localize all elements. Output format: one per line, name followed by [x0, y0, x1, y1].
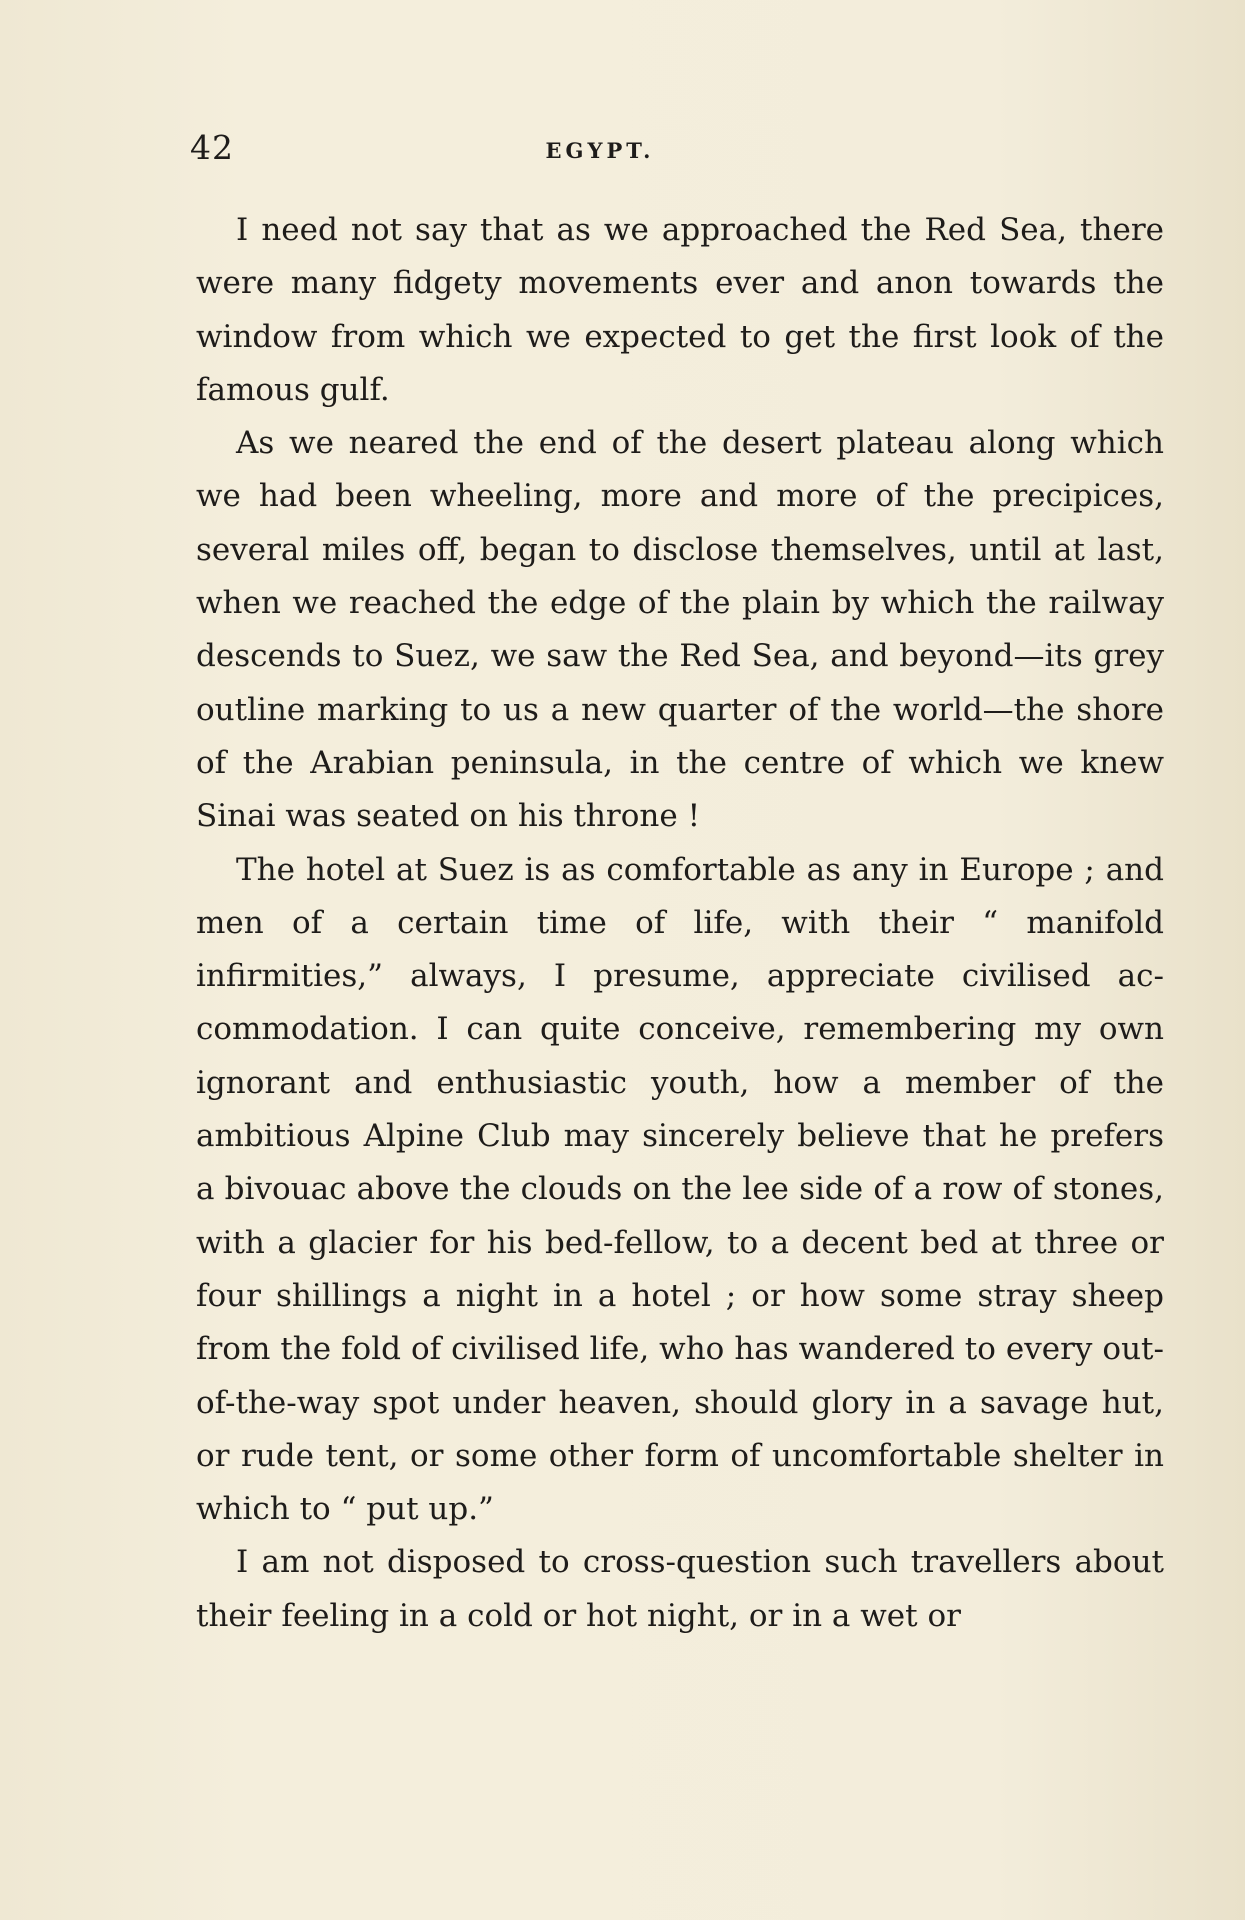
- running-head: [190, 128, 1150, 172]
- paragraph-red-sea-approach: I need not say that as we approached the Red Sea, there were many fidgety movements ever and anon towards the window from which we expected to get the first look of the famous gulf.: [196, 212, 1164, 408]
- paragraph-hotel-at-suez: The hotel at Suez is as comfortable as any in Europe ; and men of a certain time of life, with their “ manifold infirmities,” always, I presume, appreciate civilised accommodation. I can quite conceive, remembering my own ignorant and enthusiastic youth, how a member of the ambitious Alpine Club may sincerely believe that he prefers a bivouac above the clouds on the lee side of a row of stones, with a glacier for his bed-fellow, to a decent bed at three or four shillings a night in a hotel ; or how some stray sheep from the fold of civilised life, who has wandered to every out-of-the-way spot under heaven, should glory in a savage hut, or rude tent, or some other form of uncomfortable shelter in which to “ put up.”: [196, 851, 1164, 1528]
- page-number: 42: [190, 128, 234, 167]
- paragraph-travellers: I am not disposed to cross-question such travellers about their feeling in a cold or hot night, or in a wet or: [196, 1544, 1164, 1634]
- paragraph-desert-plateau: As we neared the end of the desert plateau along which we had been wheeling, more and more of the precipices, several miles off, began to disclose themselves, until at last, when we reached the edge of the plain by which the railway descends to Suez, we saw the Red Sea, and beyond—its grey outline marking to us a new quarter of the world—the shore of the Arabian peninsula, in the centre of which we knew Sinai was seated on his throne !: [196, 425, 1164, 835]
- running-title: EGYPT.: [545, 138, 655, 163]
- body-text: [196, 204, 1164, 1643]
